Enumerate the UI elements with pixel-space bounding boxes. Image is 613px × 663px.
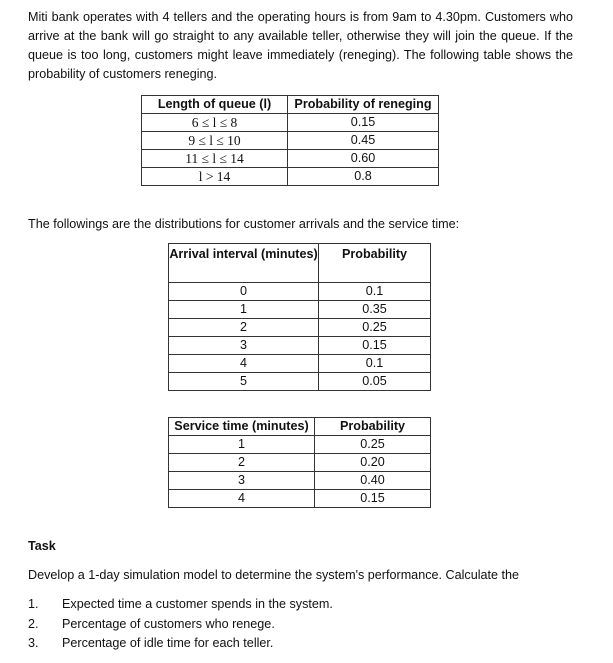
table-cell: 4 [169, 490, 315, 508]
list-item [28, 634, 333, 654]
column-header-arrival-interval: Arrival interval (minutes) [169, 244, 319, 283]
table-cell: 5 [169, 373, 319, 391]
table-row [169, 283, 431, 301]
table-cell: 0.15 [315, 490, 431, 508]
table-cell: 4 [169, 355, 319, 373]
task-text: Develop a 1-day simulation model to determine the system's performance. Calculate the [28, 568, 520, 582]
list-item [28, 595, 333, 615]
table-header-row [169, 244, 431, 283]
table-cell: 0.1 [319, 283, 431, 301]
table-row [169, 454, 431, 472]
table-cell: 0.15 [288, 114, 439, 132]
table-cell: 1 [169, 436, 315, 454]
table-cell: 0.40 [315, 472, 431, 490]
task-list [28, 595, 333, 654]
list-item-text: Percentage of idle time for each teller. [62, 636, 274, 650]
column-header-service-time: Service time (minutes) [169, 418, 315, 436]
table-cell: 0.1 [319, 355, 431, 373]
list-item-number: 3. [28, 636, 39, 650]
table-row [169, 337, 431, 355]
table-cell: 0.25 [315, 436, 431, 454]
table-header-row [142, 96, 439, 114]
list-item-text: Percentage of customers who renege. [62, 616, 275, 631]
table-row [169, 301, 431, 319]
task-heading: Task [28, 539, 56, 553]
table-row [169, 472, 431, 490]
column-header-probability: Probability of reneging [288, 96, 439, 114]
table-cell: 0.45 [288, 132, 439, 150]
reneging-table [141, 95, 439, 186]
list-item [28, 615, 333, 635]
table-row [142, 132, 439, 150]
table-cell: 11 ≤ l ≤ 14 [142, 150, 288, 168]
table-cell: 0.25 [319, 319, 431, 337]
table-row [169, 436, 431, 454]
list-item-number: 2. [28, 616, 39, 631]
table-cell: 3 [169, 472, 315, 490]
table-cell: 2 [169, 454, 315, 472]
table-cell: 0.35 [319, 301, 431, 319]
column-header-probability: Probability [315, 418, 431, 436]
table-row [169, 319, 431, 337]
column-header-probability: Probability [319, 244, 431, 283]
table-header-row [169, 418, 431, 436]
table-cell: 6 ≤ l ≤ 8 [142, 114, 288, 132]
distributions-intro: The followings are the distributions for customer arrivals and the service time: [28, 217, 460, 231]
table-cell: 0.15 [319, 337, 431, 355]
table-row [169, 355, 431, 373]
table-cell: 3 [169, 337, 319, 355]
table-cell: 0.60 [288, 150, 439, 168]
column-header-queue-length: Length of queue (l) [142, 96, 288, 114]
intro-paragraph: Miti bank operates with 4 tellers and the operating hours is from 9am to 4.30pm. Customers who arrive at the bank will go straight to any available teller, otherwise they will join the queue. If the queue is too long, customers might leave immediately (reneging). The following table shows the probability of customers reneging. [28, 10, 573, 81]
table-cell: 0.8 [288, 168, 439, 186]
arrival-table [168, 243, 431, 391]
table-row [142, 168, 439, 186]
list-item-number: 1. [28, 597, 39, 611]
table-cell: 2 [169, 319, 319, 337]
table-row [169, 373, 431, 391]
service-time-table [168, 417, 431, 508]
table-cell: 1 [169, 301, 319, 319]
table-cell: 0 [169, 283, 319, 301]
table-row [169, 490, 431, 508]
table-row [142, 150, 439, 168]
table-cell: l > 14 [142, 168, 288, 186]
table-cell: 9 ≤ l ≤ 10 [142, 132, 288, 150]
table-row [142, 114, 439, 132]
table-cell: 0.05 [319, 373, 431, 391]
list-item-text: Expected time a customer spends in the system. [62, 597, 333, 611]
table-cell: 0.20 [315, 454, 431, 472]
